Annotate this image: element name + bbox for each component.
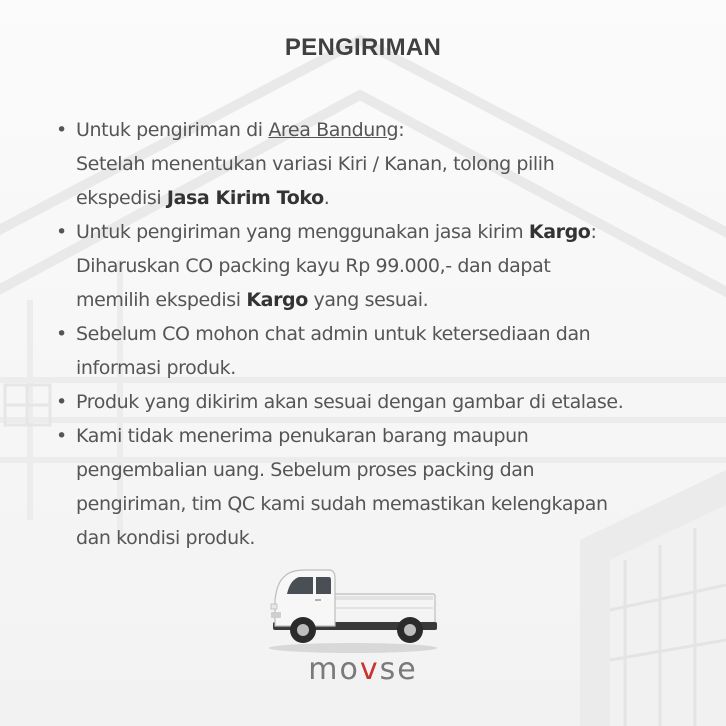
- text-segment: :: [398, 119, 405, 141]
- text-segment: Untuk pengiriman di: [76, 119, 269, 141]
- list-item: [56, 317, 706, 385]
- text-line: [76, 181, 706, 215]
- text-line: [76, 283, 706, 317]
- text-segment: Setelah menentukan variasi Kiri / Kanan, tolong pilih: [76, 153, 555, 175]
- bullet-icon: •: [56, 323, 67, 345]
- text-segment: dan kondisi produk.: [76, 527, 255, 549]
- logo-text-start: mo: [308, 652, 360, 687]
- text-segment: Diharuskan CO packing kayu Rp 99.000,- dan dapat: [76, 255, 551, 277]
- bullet-icon: •: [56, 391, 67, 413]
- bullet-icon: •: [56, 119, 67, 141]
- list-item: [56, 215, 706, 317]
- bold-text: Kargo: [528, 221, 591, 243]
- movse-logo: [0, 652, 726, 687]
- pickup-truck-icon: [265, 560, 440, 656]
- text-segment: Sebelum CO mohon chat admin untuk ketersediaan dan: [76, 323, 591, 345]
- text-line: [76, 385, 706, 419]
- text-line: [76, 113, 706, 147]
- text-line: [76, 453, 706, 487]
- text-segment: ekspedisi: [76, 187, 167, 209]
- text-line: [76, 419, 706, 453]
- text-segment: pengiriman, tim QC kami sudah memastikan kelengkapan: [76, 493, 608, 515]
- text-segment: yang sesuai.: [307, 289, 429, 311]
- page-title: PENGIRIMAN: [284, 34, 442, 61]
- logo-text-end: se: [379, 652, 418, 687]
- text-line: [76, 215, 706, 249]
- list-item: [56, 385, 706, 419]
- bullet-icon: •: [56, 425, 67, 447]
- text-line: [76, 521, 706, 555]
- text-segment: memilih ekspedisi: [76, 289, 247, 311]
- text-line: [76, 249, 706, 283]
- text-segment: Untuk pengiriman yang menggunakan jasa kirim: [76, 221, 529, 243]
- logo-text-accent: v: [359, 652, 380, 687]
- text-segment: :: [590, 221, 597, 243]
- text-line: [76, 487, 706, 521]
- list-item: [56, 113, 706, 215]
- shipping-rules-list: [56, 113, 706, 555]
- list-item: [56, 419, 706, 555]
- text-line: [76, 351, 706, 385]
- text-segment: pengembalian uang. Sebelum proses packing dan: [76, 459, 535, 481]
- text-segment: Produk yang dikirim akan sesuai dengan gambar di etalase.: [76, 391, 624, 413]
- underlined-text: Area Bandung: [268, 119, 399, 141]
- text-segment: Kami tidak menerima penukaran barang maupun: [76, 425, 529, 447]
- bullet-icon: •: [56, 221, 67, 243]
- bold-text: Kargo: [246, 289, 308, 311]
- bold-text: Jasa Kirim Toko: [166, 187, 324, 209]
- text-segment: .: [323, 187, 330, 209]
- text-line: [76, 317, 706, 351]
- text-segment: informasi produk.: [76, 357, 236, 379]
- text-line: [76, 147, 706, 181]
